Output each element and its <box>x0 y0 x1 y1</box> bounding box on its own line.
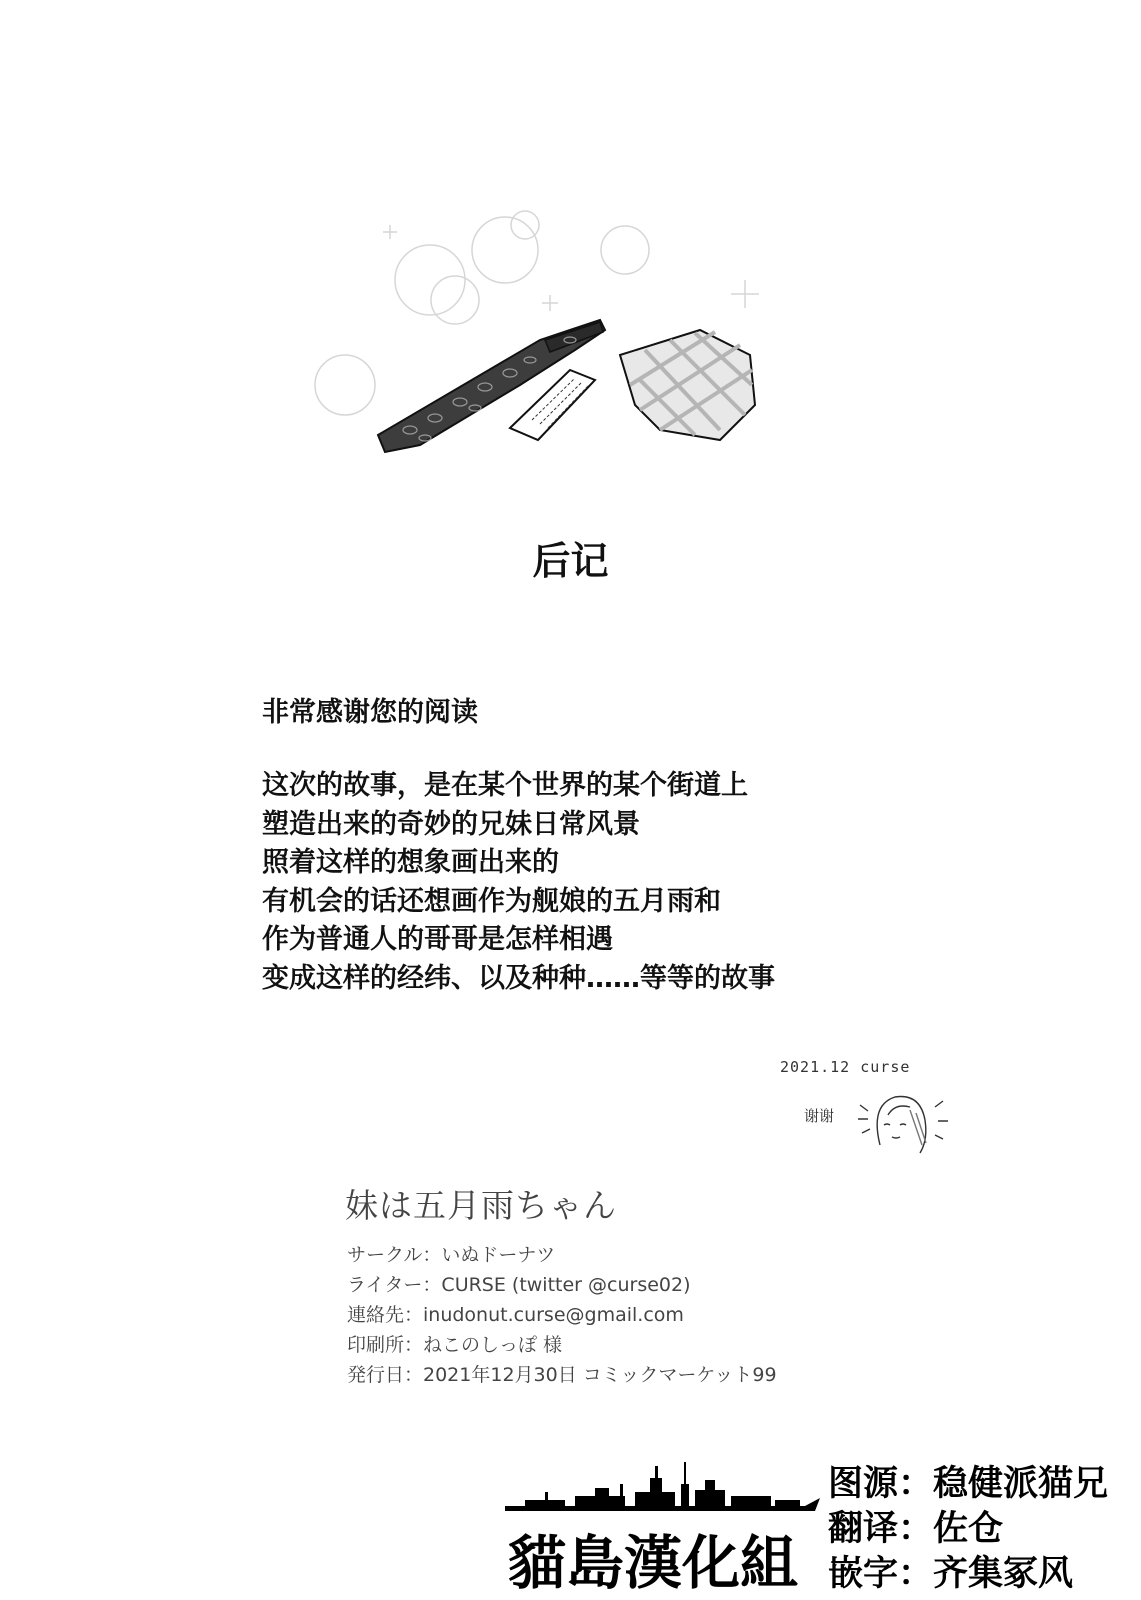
afterword-line: 照着这样的想象画出来的 <box>262 847 559 878</box>
thanks-line: 非常感谢您的阅读 <box>262 697 478 728</box>
signature-thanks: 谢谢 <box>804 1107 835 1125</box>
afterword-line: 塑造出来的奇妙的兄妹日常风景 <box>262 808 640 840</box>
handkerchief-drawing <box>620 330 755 440</box>
bubble-icon <box>395 245 465 315</box>
afterword-line: 这次的故事，是在某个世界的某个街道上 <box>262 770 748 801</box>
bubble-icon <box>315 355 375 415</box>
afterword-body <box>262 767 775 998</box>
credit-translation: 翻译：佐仓 <box>828 1509 1004 1549</box>
credit-source: 图源：稳健派猫兄 <box>828 1464 1109 1504</box>
bubble-icon <box>431 276 479 324</box>
book-title: 妹は五月雨ちゃん <box>345 1186 617 1225</box>
afterword-line: 变成这样的经纬、以及种种……等等的故事 <box>262 962 775 994</box>
bubble-icon <box>472 217 538 283</box>
chibi-doodle-icon <box>840 1085 960 1155</box>
afterword-illustration <box>300 180 820 490</box>
colophon-contact: 連絡先：inudonut.curse@gmail.com <box>347 1304 684 1326</box>
colophon <box>347 1240 777 1390</box>
credit-typesetting: 嵌字：齐集冢风 <box>828 1554 1074 1594</box>
bubble-icon <box>601 226 649 274</box>
sparkle-icon <box>731 280 759 308</box>
bubble-icon <box>511 211 539 239</box>
colophon-printer: 印刷所：ねこのしっぽ 様 <box>347 1334 563 1356</box>
colophon-issued: 発行日：2021年12月30日 コミックマーケット99 <box>347 1364 777 1386</box>
sparkle-icon <box>542 295 558 311</box>
afterword-title: 后记 <box>532 539 609 583</box>
afterword-line: 作为普通人的哥哥是怎样相遇 <box>262 924 613 955</box>
scanlation-credits <box>828 1462 1108 1597</box>
battleship-logo-icon <box>505 1462 825 1518</box>
colophon-writer: ライター：CURSE (twitter @curse02) <box>347 1274 691 1296</box>
sparkle-icon <box>383 225 397 239</box>
scanlation-group-name: 貓島漢化組 <box>508 1529 799 1597</box>
colophon-circle: サークル：いぬドーナツ <box>347 1244 556 1266</box>
afterword-line: 有机会的话还想画作为舰娘的五月雨和 <box>262 885 721 917</box>
signature-date: 2021.12 curse <box>780 1058 911 1076</box>
